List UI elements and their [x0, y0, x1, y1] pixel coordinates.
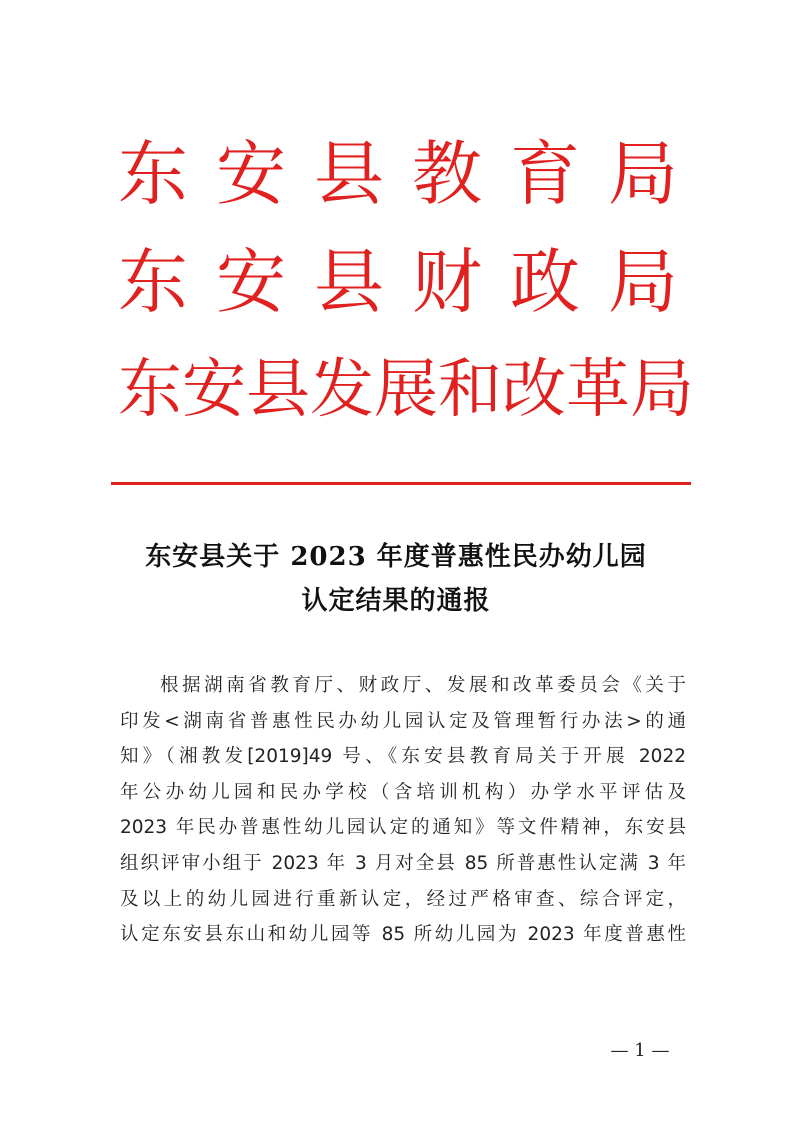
letterhead-char: 县 — [246, 353, 310, 427]
letterhead-char: 展 — [374, 353, 438, 427]
letterhead-char: 安 — [216, 241, 286, 323]
letterhead-divider — [111, 482, 691, 485]
page-number: — 1 — — [610, 1040, 670, 1061]
letterhead-char: 育 — [510, 133, 580, 215]
body-line: 组织评审小组于 2023 年 3 月对全县 85 所普惠性认定满 3 年 — [120, 852, 686, 874]
letterhead-char: 东 — [118, 133, 188, 215]
letterhead-char: 局 — [608, 133, 678, 215]
body-line: 根据湖南省教育厅、财政厅、发展和改革委员会《关于 — [160, 675, 686, 696]
letterhead-char: 局 — [608, 241, 678, 323]
body-line: 2023 年民办普惠性幼儿园认定的通知》等文件精神，东安县 — [120, 817, 686, 839]
document-body — [120, 668, 686, 953]
letterhead-char: 发 — [310, 353, 374, 427]
body-line: 知》（湘教发[2019]49 号、《东安县教育局关于开展 2022 — [120, 746, 686, 768]
body-line: 及以上的幼儿园进行重新认定，经过严格审查、综合评定， — [120, 888, 686, 910]
letterhead-char: 革 — [566, 353, 630, 427]
document-title-line-2: 认定结果的通报 — [301, 586, 491, 616]
letterhead-char: 政 — [510, 241, 580, 323]
letterhead — [118, 120, 694, 444]
letterhead-char: 财 — [412, 241, 482, 323]
letterhead-char: 和 — [438, 353, 502, 427]
document-title — [96, 535, 696, 623]
body-line: 年公办幼儿园和民办学校（含培训机构）办学水平评估及 — [120, 781, 686, 803]
body-line: 印发<湖南省普惠性民办幼儿园认定及管理暂行办法>的通 — [120, 710, 686, 732]
letterhead-char: 东 — [118, 353, 182, 427]
letterhead-char: 教 — [412, 133, 482, 215]
letterhead-char: 安 — [216, 133, 286, 215]
letterhead-char: 县 — [314, 241, 384, 323]
letterhead-char: 安 — [182, 353, 246, 427]
letterhead-line-development — [118, 336, 694, 444]
body-line: 认定东安县东山和幼儿园等 85 所幼儿园为 2023 年度普惠性 — [120, 924, 686, 946]
letterhead-char: 东 — [118, 241, 188, 323]
letterhead-line-finance — [118, 228, 678, 336]
letterhead-char: 县 — [314, 133, 384, 215]
letterhead-char: 改 — [502, 353, 566, 427]
letterhead-char: 局 — [630, 353, 694, 427]
letterhead-line-education — [118, 120, 678, 228]
document-title-line-1: 东安县关于 2023 年度普惠性民办幼儿园 — [145, 542, 647, 572]
